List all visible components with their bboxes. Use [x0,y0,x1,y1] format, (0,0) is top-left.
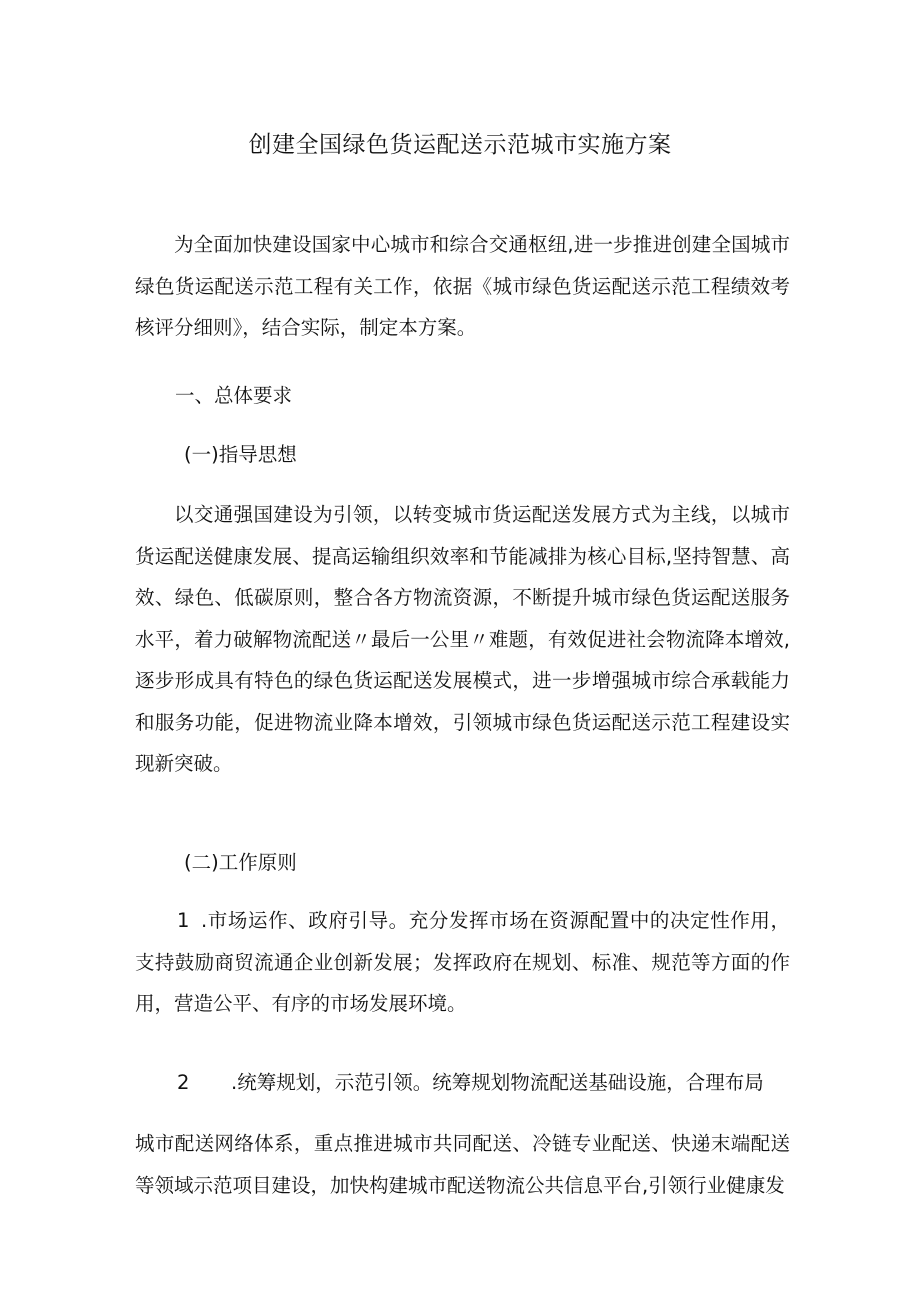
item-1-paragraph: .市场运作、政府引导。充分发挥市场在资源配置中的决定性作用，支持鼓励商贸流通企业创新发展；发挥政府在规划、标准、规范等方面的作用，营造公平、有序的市场发展环境。 [135,909,790,1015]
item-1-number: 1 [177,909,190,932]
section-heading-general-requirements: 一、总体要求 [175,384,293,407]
item-2-paragraph: 城市配送网络体系，重点推进城市共同配送、冷链专业配送、快递末端配送等领域示范项目建设，加快构建城市配送物流公共信息平台,引领行业健康发 [135,1132,790,1197]
guiding-ideology-paragraph: 以交通强国建设为引领，以转变城市货运配送发展方式为主线，以城市货运配送健康发展、提高运输组织效率和节能减排为核心目标,坚持智慧、高效、绿色、低碳原则，整合各方物流资源，不断提升城市绿色货运配送服务水平，着力破解物流配送〃最后一公里〃难题，有效促进社会物流降本增效,逐步形成具有特色的绿色货运配送发展模式，进一步增强城市综合承载能力和服务功能，促进物流业降本增效，引领城市绿色货运配送示范工程建设实现新突破。 [135,503,790,775]
item-2-first-line: .统筹规划，示范引领。统筹规划物流配送基础设施，合理布局 [231,1071,764,1094]
subsection-heading-guiding-ideology: (一)指导思想 [184,443,297,466]
item-2-number: 2 [177,1071,190,1094]
subsection-heading-work-principles: (二)工作原则 [184,851,297,874]
intro-paragraph: 为全面加快建设国家中心城市和综合交通枢纽,进一步推进创建全国城市绿色货运配送示范工程有关工作，依据《城市绿色货运配送示范工程绩效考核评分细则》，结合实际，制定本方案。 [135,233,790,339]
document-title: 创建全国绿色货运配送示范城市实施方案 [248,132,672,158]
